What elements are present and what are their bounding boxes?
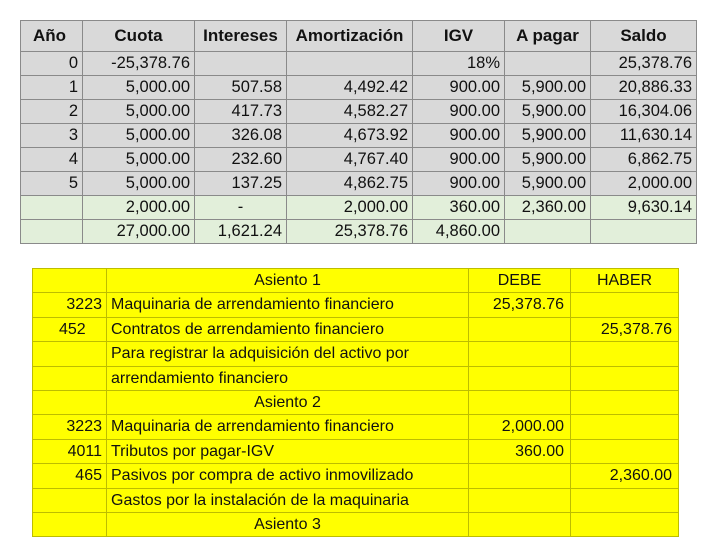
account-description: Pasivos por compra de activo inmovilizado: [107, 464, 469, 488]
amortization-header-row: [21, 21, 697, 52]
table-row: [21, 52, 697, 76]
entry-gloss: arrendamiento financiero: [107, 366, 469, 390]
header-intereses: Intereses: [195, 21, 287, 52]
entry-heading: Asiento 3: [107, 513, 469, 537]
haber-header: HABER: [571, 269, 679, 293]
cell-intereses: 137.25: [195, 172, 287, 196]
debe-header: DEBE: [469, 269, 571, 293]
cell-amortizacion: 4,673.92: [287, 124, 413, 148]
cell-igv: 18%: [413, 52, 505, 76]
haber-amount: [571, 293, 679, 317]
cell-intereses: 326.08: [195, 124, 287, 148]
amortization-table: [20, 20, 696, 264]
cell-amortizacion: [287, 52, 413, 76]
haber-amount: [571, 342, 679, 366]
account-code: 465: [33, 464, 107, 488]
cell-cuota: 5,000.00: [83, 100, 195, 124]
cell-saldo-total: [591, 220, 697, 244]
journal-row: [33, 317, 679, 341]
cell-amortizacion: 4,767.40: [287, 148, 413, 172]
cell-amortizacion: 2,000.00: [287, 196, 413, 220]
table-row: [21, 172, 697, 196]
cell-cuota: 5,000.00: [83, 172, 195, 196]
cell-a-pagar: [505, 52, 591, 76]
cell-saldo: 25,378.76: [591, 52, 697, 76]
debe-amount: [469, 513, 571, 537]
cell-year: 1: [21, 76, 83, 100]
account-code: [33, 488, 107, 512]
cell-igv: 360.00: [413, 196, 505, 220]
cell-saldo: 9,630.14: [591, 196, 697, 220]
cell-saldo: 20,886.33: [591, 76, 697, 100]
table-row: [21, 148, 697, 172]
cell-intereses: 417.73: [195, 100, 287, 124]
debe-amount: [469, 464, 571, 488]
cell-intereses: -: [195, 196, 287, 220]
haber-amount: 2,360.00: [571, 464, 679, 488]
debe-amount: [469, 391, 571, 415]
cell-cuota: 2,000.00: [83, 196, 195, 220]
account-code: [33, 513, 107, 537]
cell-intereses-total: 1,621.24: [195, 220, 287, 244]
account-code: [33, 342, 107, 366]
account-description: Tributos por pagar-IGV: [107, 439, 469, 463]
cell-intereses: 507.58: [195, 76, 287, 100]
debe-amount: [469, 317, 571, 341]
table-row: [21, 124, 697, 148]
debe-amount: [469, 342, 571, 366]
cell-amortizacion: 4,862.75: [287, 172, 413, 196]
haber-amount: 25,378.76: [571, 317, 679, 341]
table-row-totals: [21, 220, 697, 244]
header-year: Año: [21, 21, 83, 52]
account-code: 3223: [33, 415, 107, 439]
header-igv: IGV: [413, 21, 505, 52]
account-code: 3223: [33, 293, 107, 317]
debe-amount: [469, 488, 571, 512]
journal-row: [33, 342, 679, 366]
cell-a-pagar: 5,900.00: [505, 124, 591, 148]
table-row: [21, 100, 697, 124]
cell-amortizacion: 4,582.27: [287, 100, 413, 124]
table-row: [21, 76, 697, 100]
entry-heading: Asiento 2: [107, 391, 469, 415]
entry-gloss: Para registrar la adquisición del activo por: [107, 342, 469, 366]
cell-igv: 900.00: [413, 172, 505, 196]
debe-amount: 2,000.00: [469, 415, 571, 439]
journal-row: [33, 415, 679, 439]
cell-igv: 900.00: [413, 124, 505, 148]
journal-row: [33, 293, 679, 317]
cell-year: [21, 220, 83, 244]
journal-row: [33, 391, 679, 415]
cell-year: 3: [21, 124, 83, 148]
cell-cuota: 5,000.00: [83, 148, 195, 172]
debe-amount: [469, 366, 571, 390]
cell-amortizacion: 4,492.42: [287, 76, 413, 100]
account-description: Maquinaria de arrendamiento financiero: [107, 293, 469, 317]
cell-cuota: -25,378.76: [83, 52, 195, 76]
cell-cuota: 5,000.00: [83, 124, 195, 148]
cell-igv: 900.00: [413, 148, 505, 172]
table-row-installation: [21, 196, 697, 220]
cell-a-pagar: 5,900.00: [505, 76, 591, 100]
cell-intereses: [195, 52, 287, 76]
cell-a-pagar: 5,900.00: [505, 148, 591, 172]
journal-entries-table: [32, 268, 678, 537]
journal-row: [33, 439, 679, 463]
haber-amount: [571, 391, 679, 415]
header-amortizacion: Amortización: [287, 21, 413, 52]
cell-year: 0: [21, 52, 83, 76]
cell-a-pagar: 5,900.00: [505, 100, 591, 124]
cell-saldo: 6,862.75: [591, 148, 697, 172]
entry-heading: Asiento 1: [107, 269, 469, 293]
cell-cuota: 5,000.00: [83, 76, 195, 100]
header-a-pagar: A pagar: [505, 21, 591, 52]
cell-a-pagar: 5,900.00: [505, 172, 591, 196]
cell-year: 5: [21, 172, 83, 196]
cell-cuota-total: 27,000.00: [83, 220, 195, 244]
debe-amount: 25,378.76: [469, 293, 571, 317]
cell-year: [21, 196, 83, 220]
cell-igv-total: 4,860.00: [413, 220, 505, 244]
cell-year: 4: [21, 148, 83, 172]
cell-amortizacion-total: 25,378.76: [287, 220, 413, 244]
cell-a-pagar: 2,360.00: [505, 196, 591, 220]
cell-igv: 900.00: [413, 76, 505, 100]
account-cell: [33, 269, 107, 293]
cell-intereses: 232.60: [195, 148, 287, 172]
account-code: [33, 391, 107, 415]
header-saldo: Saldo: [591, 21, 697, 52]
header-cuota: Cuota: [83, 21, 195, 52]
journal-row: [33, 464, 679, 488]
cell-saldo: 11,630.14: [591, 124, 697, 148]
account-description: Maquinaria de arrendamiento financiero: [107, 415, 469, 439]
journal-row: [33, 366, 679, 390]
haber-amount: [571, 415, 679, 439]
entry-gloss: Gastos por la instalación de la maquinaria: [107, 488, 469, 512]
cell-saldo: 16,304.06: [591, 100, 697, 124]
haber-amount: [571, 488, 679, 512]
journal-row: [33, 488, 679, 512]
account-code: [33, 366, 107, 390]
haber-amount: [571, 366, 679, 390]
cell-year: 2: [21, 100, 83, 124]
haber-amount: [571, 439, 679, 463]
account-code: 452: [33, 317, 107, 341]
account-description: Contratos de arrendamiento financiero: [107, 317, 469, 341]
journal-header-row: [33, 269, 679, 293]
account-code: 4011: [33, 439, 107, 463]
cell-igv: 900.00: [413, 100, 505, 124]
debe-amount: 360.00: [469, 439, 571, 463]
cell-a-pagar-total: [505, 220, 591, 244]
cell-saldo: 2,000.00: [591, 172, 697, 196]
haber-amount: [571, 513, 679, 537]
journal-row: [33, 513, 679, 537]
